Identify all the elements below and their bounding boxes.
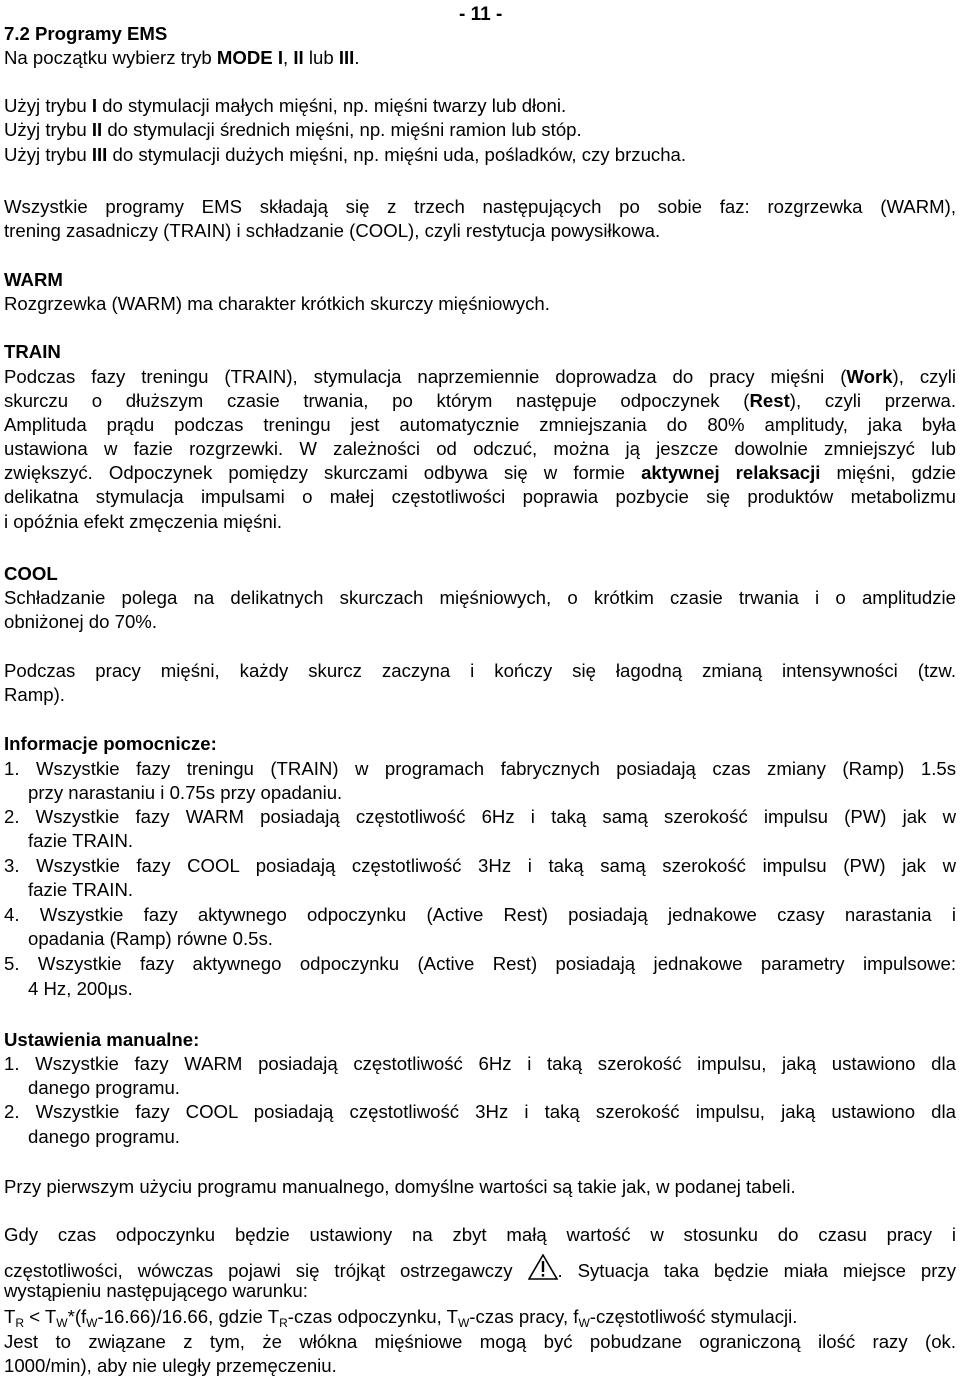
info-heading: Informacje pomocnicze:	[4, 733, 217, 754]
mode-line-2: Użyj trybu II do stymulacji średnich mięśni, np. mięśni ramion lub stóp.	[4, 119, 582, 140]
manual-item-1-line-2: danego programu.	[28, 1077, 180, 1098]
train-line-5: zwiększyć. Odpoczynek pomiędzy skurczami odbywa się w formie aktywnej relaksacji mięśni, gdzie	[4, 462, 956, 483]
warning-line-5: Jest to związane z tym, że włókna mięśniowe mogą być pobudzane ograniczoną ilość razy (ok.	[4, 1331, 956, 1352]
section-heading: 7.2 Programy EMS	[4, 23, 168, 44]
info-item-1-line-2: przy narastaniu i 0.75s przy opadaniu.	[28, 782, 343, 803]
info-item-3-line-1: 3. Wszystkie fazy COOL posiadają częstotliwość 3Hz i taką samą szerokość impulsu (PW) jak w	[4, 855, 956, 876]
warning-line-3: wystąpieniu następującego warunku:	[4, 1280, 308, 1301]
info-item-1-line-1: 1. Wszystkie fazy treningu (TRAIN) w programach fabrycznych posiadają czas zmiany (Ramp) 1.5s	[4, 758, 956, 779]
ramp-line-2: Ramp).	[4, 684, 65, 705]
warning-line-1: Gdy czas odpoczynku będzie ustawiony na zbyt małą wartość w stosunku do czasu pracy i	[4, 1224, 956, 1245]
cool-line-1: Schładzanie polega na delikatnych skurczach mięśniowych, o krótkim czasie trwania i o amplitudzie	[4, 587, 956, 608]
train-line-4: ustawiona w fazie rozgrzewki. W zależności od odczuć, można ją jeszcze dowolnie zmniejszyć lub	[4, 438, 956, 459]
warning-line-6: 1000/min), aby nie uległy przemęczeniu.	[4, 1355, 337, 1376]
manual-heading: Ustawienia manualne:	[4, 1029, 200, 1050]
train-line-2: skurczu o dłuższym czasie trwania, po którym następuje odpoczynek (Rest), czyli przerwa.	[4, 390, 956, 411]
phases-intro-line-2: trening zasadniczy (TRAIN) i schładzanie (COOL), czyli restytucja powysiłkowa.	[4, 220, 661, 241]
manual-item-2-line-1: 2. Wszystkie fazy COOL posiadają częstotliwość 3Hz i taką szerokość impulsu, jaką ustawiono dla	[4, 1101, 956, 1122]
mode-line-3: Użyj trybu III do stymulacji dużych mięśni, np. mięśni uda, pośladków, czy brzucha.	[4, 144, 687, 165]
ramp-line-1: Podczas pracy mięśni, każdy skurcz zaczyna i kończy się łagodną zmianą intensywności (tzw.	[4, 660, 956, 681]
warm-heading: WARM	[4, 269, 63, 290]
manual-item-1-line-1: 1. Wszystkie fazy WARM posiadają częstotliwość 6Hz i taką szerokość impulsu, jaką ustawiono dla	[4, 1053, 956, 1074]
manual-item-2-line-2: danego programu.	[28, 1126, 180, 1147]
train-line-1: Podczas fazy treningu (TRAIN), stymulacja naprzemiennie doprowadza do pracy mięśni (Work), czyli	[4, 366, 956, 387]
page-number: - 11 -	[459, 4, 503, 25]
info-item-5-line-1: 5. Wszystkie fazy aktywnego odpoczynku (Active Rest) posiadają jednakowe parametry impulsowe:	[4, 953, 956, 974]
warning-line-2: częstotliwości, wówczas pojawi się trójkąt ostrzegawczy . Sytuacja taka będzie miała miejsce przy	[4, 1254, 956, 1283]
train-line-3: Amplituda prądu podczas treningu jest automatycznie zmniejszania do 80% amplitudy, jaka była	[4, 414, 956, 435]
intro-line: Na początku wybierz tryb MODE I, II lub III.	[4, 47, 360, 68]
info-item-3-line-2: fazie TRAIN.	[28, 879, 134, 900]
mode-line-1: Użyj trybu I do stymulacji małych mięśni, np. mięśni twarzy lub dłoni.	[4, 95, 567, 116]
info-item-2-line-2: fazie TRAIN.	[28, 830, 134, 851]
phases-intro-line-1: Wszystkie programy EMS składają się z trzech następujących po sobie faz: rozgrzewka (WARM),	[4, 196, 956, 217]
train-line-7: i opóźnia efekt zmęczenia mięśni.	[4, 511, 283, 532]
warning-formula: $T_R < T_W*(f_W-16.66)/16.66$, gdzie $T_R$-czas odpoczynku, $T_W$-czas pracy, $f_W$-częstotliwość stymulacji.	[4, 1306, 798, 1330]
train-heading: TRAIN	[4, 341, 61, 362]
cool-heading: COOL	[4, 563, 58, 584]
train-line-6: delikatna stymulacja impulsami o małej częstotliwości poprawia pozbycie się produktów metabolizmu	[4, 486, 956, 507]
warm-text: Rozgrzewka (WARM) ma charakter krótkich skurczy mięśniowych.	[4, 293, 550, 314]
info-item-5-line-2: 4 Hz, 200μs.	[28, 978, 133, 999]
cool-line-2: obniżonej do 70%.	[4, 611, 157, 632]
info-item-4-line-2: opadania (Ramp) równe 0.5s.	[28, 928, 273, 949]
info-item-2-line-1: 2. Wszystkie fazy WARM posiadają częstotliwość 6Hz i taką samą szerokość impulsu (PW) jak w	[4, 806, 956, 827]
info-item-4-line-1: 4. Wszystkie fazy aktywnego odpoczynku (Active Rest) posiadają jednakowe czasy narastania i	[4, 904, 956, 925]
warning-triangle-icon	[528, 1254, 558, 1278]
first-use-text: Przy pierwszym użyciu programu manualnego, domyślne wartości są takie jak, w podanej tabeli.	[4, 1176, 796, 1197]
